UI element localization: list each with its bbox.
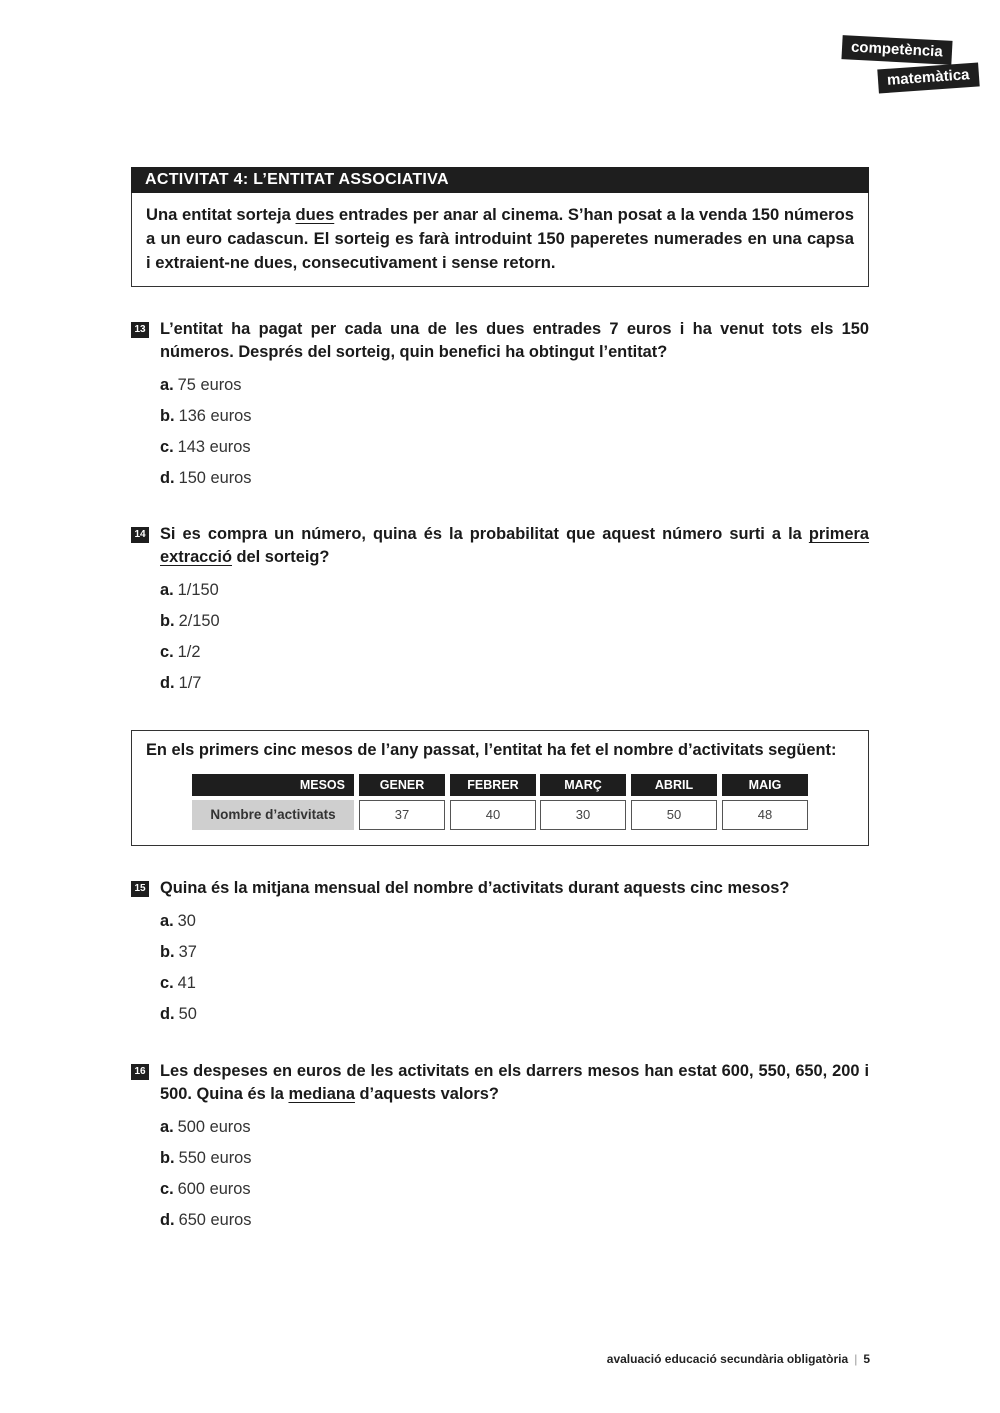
competencia-tag: competència <box>841 35 952 65</box>
matematica-tag: matemàtica <box>877 63 979 94</box>
option-d[interactable]: d. 650 euros <box>160 1211 252 1229</box>
option-d[interactable]: d. 50 <box>160 1005 197 1023</box>
option-d[interactable]: d. 1/7 <box>160 674 202 692</box>
header-month: ABRIL <box>631 774 717 796</box>
option-a[interactable]: a. 75 euros <box>160 376 242 394</box>
question-14 <box>131 523 869 699</box>
option-c[interactable]: c. 1/2 <box>160 643 201 661</box>
option-b[interactable]: b. 37 <box>160 943 197 961</box>
row-label: Nombre d’activitats <box>192 800 354 830</box>
question-16 <box>131 1060 869 1236</box>
question-number: 13 <box>131 322 149 338</box>
value-cell: 48 <box>722 800 808 830</box>
header-month: FEBRER <box>450 774 536 796</box>
option-a[interactable]: a. 30 <box>160 912 196 930</box>
option-d[interactable]: d. 150 euros <box>160 469 252 487</box>
question-number: 16 <box>131 1064 149 1080</box>
option-c[interactable]: c. 143 euros <box>160 438 251 456</box>
activity-title: ACTIVITAT 4: L’ENTITAT ASSOCIATIVA <box>131 167 869 193</box>
intro-text-2: entrades per anar al cinema. S’han posat a la venda 150 números a un euro cadascun. El sorteig es farà introduint 150 paperetes numerades en una capsa i extraient-ne dues, consecutivament i sense retorn. <box>146 205 854 272</box>
question-text: Si es compra un número, quina és la probabilitat que aquest número surti a la primera extracció del sorteig? <box>160 525 869 566</box>
value-cell: 30 <box>540 800 626 830</box>
option-b[interactable]: b. 2/150 <box>160 612 220 630</box>
option-b[interactable]: b. 136 euros <box>160 407 252 425</box>
activity-intro <box>131 193 869 287</box>
header-month: GENER <box>359 774 445 796</box>
question-text: Les despeses en euros de les activitats en els darrers mesos han estat 600, 550, 650, 200 i 500. Quina és la mediana d’aquests valors? <box>160 1062 869 1103</box>
question-15 <box>131 877 869 1030</box>
table-title: En els primers cinc mesos de l’any passat, l’entitat ha fet el nombre d’activitats següent: <box>146 741 837 759</box>
option-a[interactable]: a. 1/150 <box>160 581 219 599</box>
question-text: Quina és la mitjana mensual del nombre d’activitats durant aquests cinc mesos? <box>160 879 790 897</box>
intro-text-1: Una entitat sorteja <box>146 205 296 224</box>
underlined-term: primera extracció <box>160 525 869 566</box>
option-a[interactable]: a. 500 euros <box>160 1118 251 1136</box>
page-footer: avaluació educació secundària obligatòria | 5 <box>606 1352 870 1366</box>
intro-underlined: dues <box>295 205 335 224</box>
value-cell: 40 <box>450 800 536 830</box>
activities-table <box>131 730 869 846</box>
footer-text: avaluació educació secundària obligatòria <box>606 1352 849 1366</box>
page-number: 5 <box>863 1352 870 1366</box>
option-b[interactable]: b. 550 euros <box>160 1149 252 1167</box>
value-cell: 50 <box>631 800 717 830</box>
value-cell: 37 <box>359 800 445 830</box>
header-month: MAIG <box>722 774 808 796</box>
header-month: MARÇ <box>540 774 626 796</box>
question-number: 15 <box>131 881 149 897</box>
question-text: L’entitat ha pagat per cada una de les dues entrades 7 euros i ha venut tots els 150 números. Després del sorteig, quin benefici ha obtingut l’entitat? <box>160 320 869 361</box>
question-13 <box>131 318 869 494</box>
option-c[interactable]: c. 41 <box>160 974 196 992</box>
question-number: 14 <box>131 527 149 543</box>
header-mesos: MESOS <box>192 774 354 796</box>
underlined-term: mediana <box>288 1085 355 1103</box>
option-c[interactable]: c. 600 euros <box>160 1180 251 1198</box>
